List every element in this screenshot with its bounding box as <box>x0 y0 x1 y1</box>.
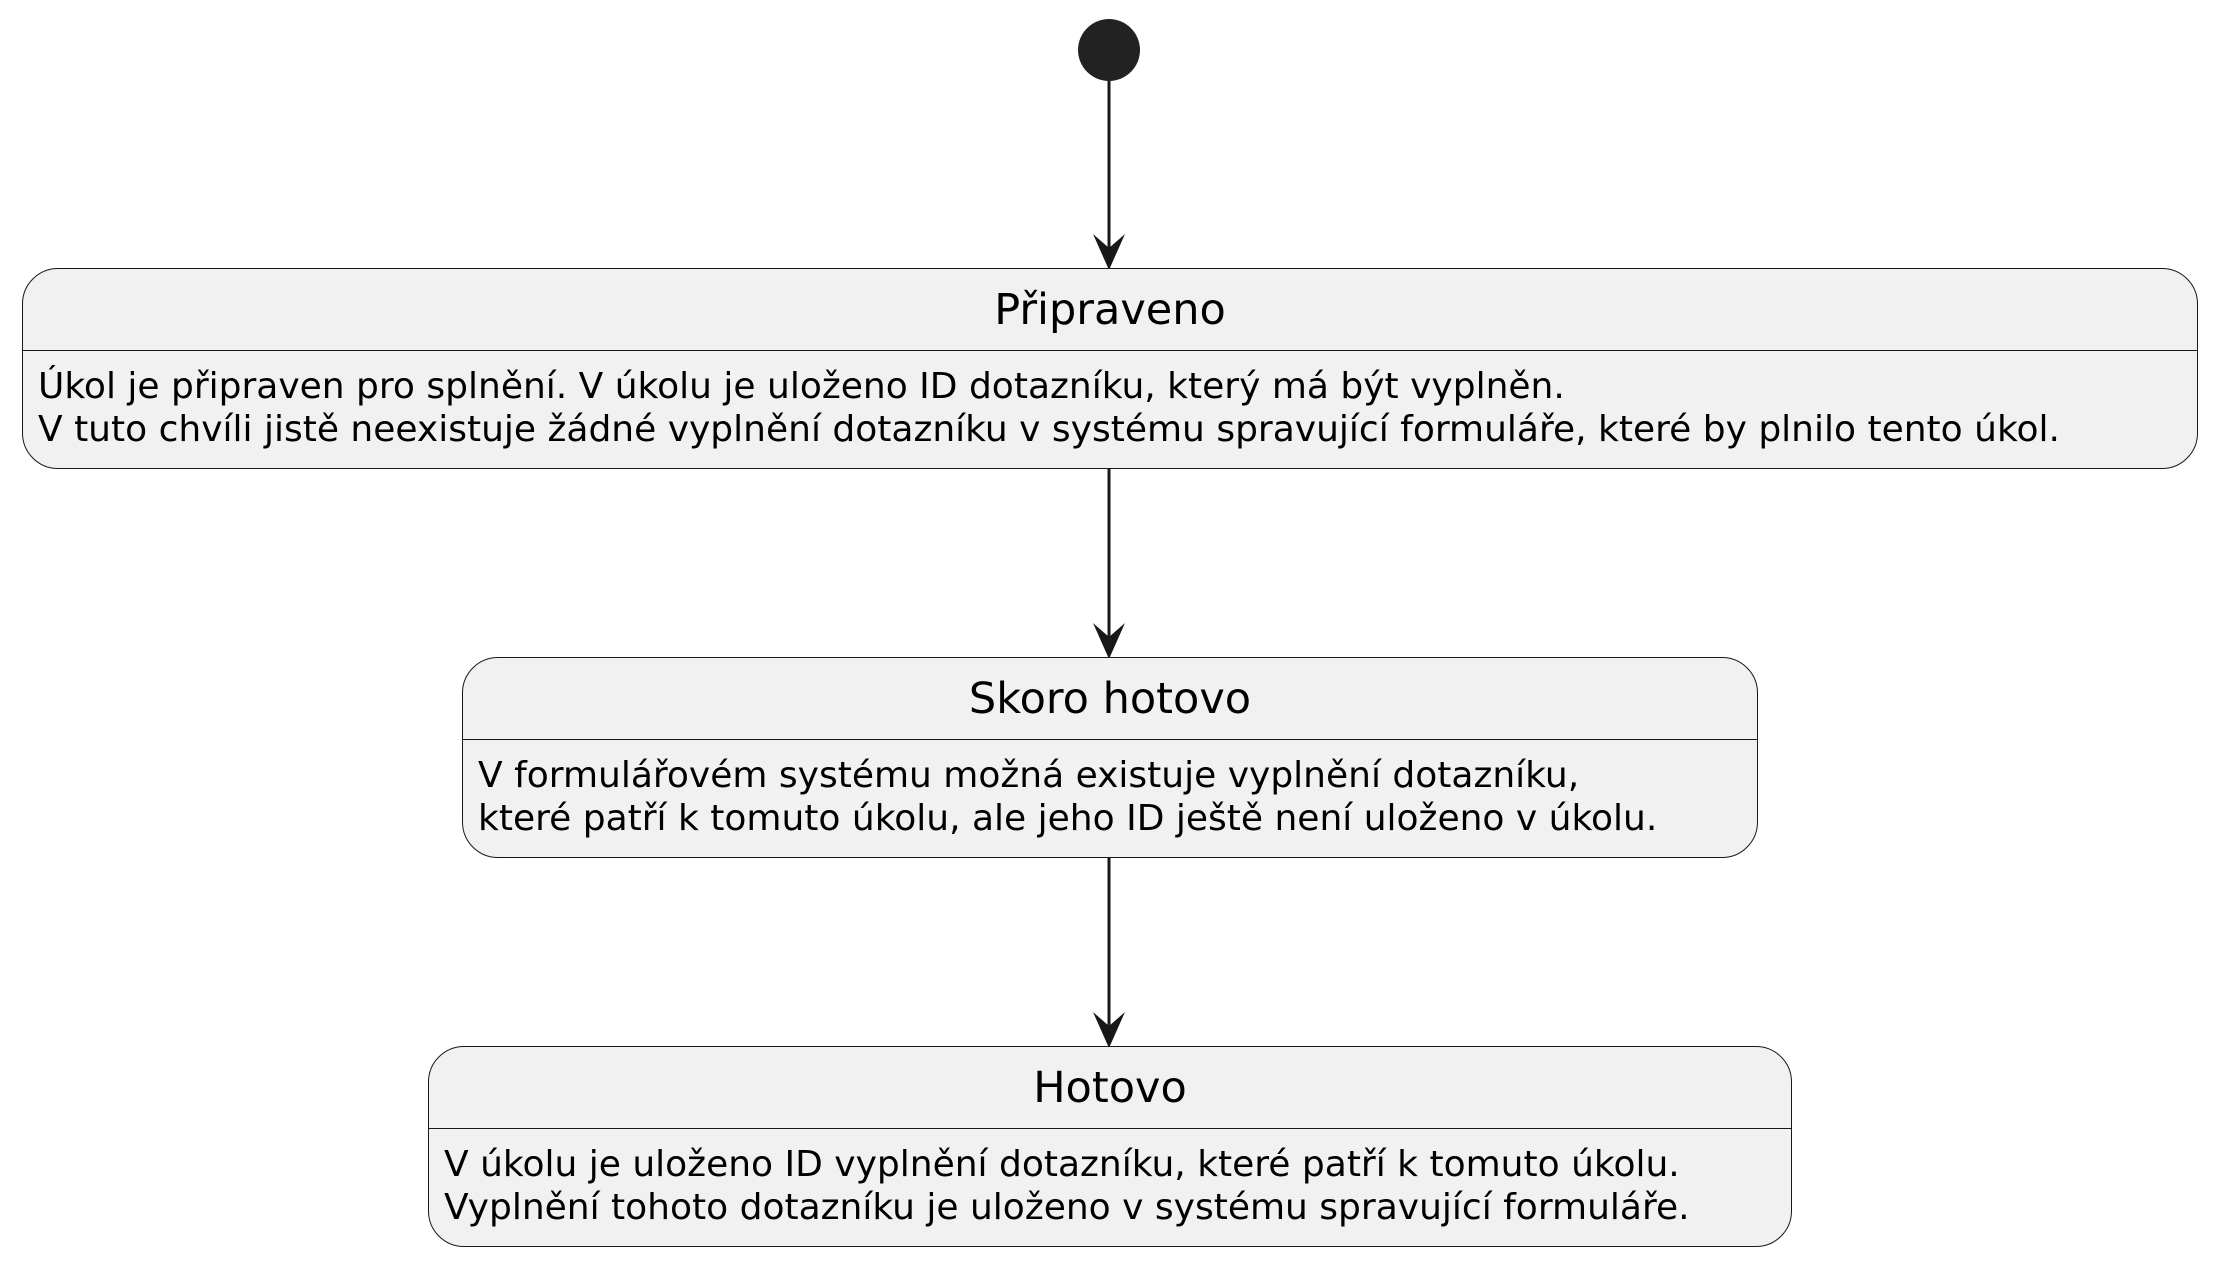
state-pripraveno <box>22 268 2198 469</box>
state-title: Připraveno <box>23 269 2197 351</box>
state-description <box>463 740 1757 840</box>
state-title: Hotovo <box>429 1047 1791 1129</box>
state-description-line: Úkol je připraven pro splnění. V úkolu je uloženo ID dotazníku, který má být vyplněn. <box>38 366 1565 407</box>
state-description-line: V tuto chvíli jistě neexistuje žádné vyplnění dotazníku v systému spravující formuláře, které by plnilo tento úkol. <box>38 409 2060 450</box>
state-description-line: které patří k tomuto úkolu, ale jeho ID ještě není uloženo v úkolu. <box>478 798 1658 839</box>
state-description-line: V úkolu je uloženo ID vyplnění dotazníku, které patří k tomuto úkolu. <box>444 1144 1680 1185</box>
state-hotovo <box>428 1046 1792 1247</box>
state-skoro-hotovo <box>462 657 1758 858</box>
transition-skoro-hotovo-to-hotovo <box>1093 858 1125 1048</box>
state-description <box>429 1129 1791 1229</box>
state-description-line: V formulářovém systému možná existuje vyplnění dotazníku, <box>478 755 1580 796</box>
state-description <box>23 351 2197 451</box>
initial-state-node <box>1078 19 1140 81</box>
transition-start-to-pripraveno <box>1093 81 1125 270</box>
state-description-line: Vyplnění tohoto dotazníku je uloženo v systému spravující formuláře. <box>444 1187 1690 1228</box>
state-title: Skoro hotovo <box>463 658 1757 740</box>
transition-pripraveno-to-skoro-hotovo <box>1093 469 1125 659</box>
